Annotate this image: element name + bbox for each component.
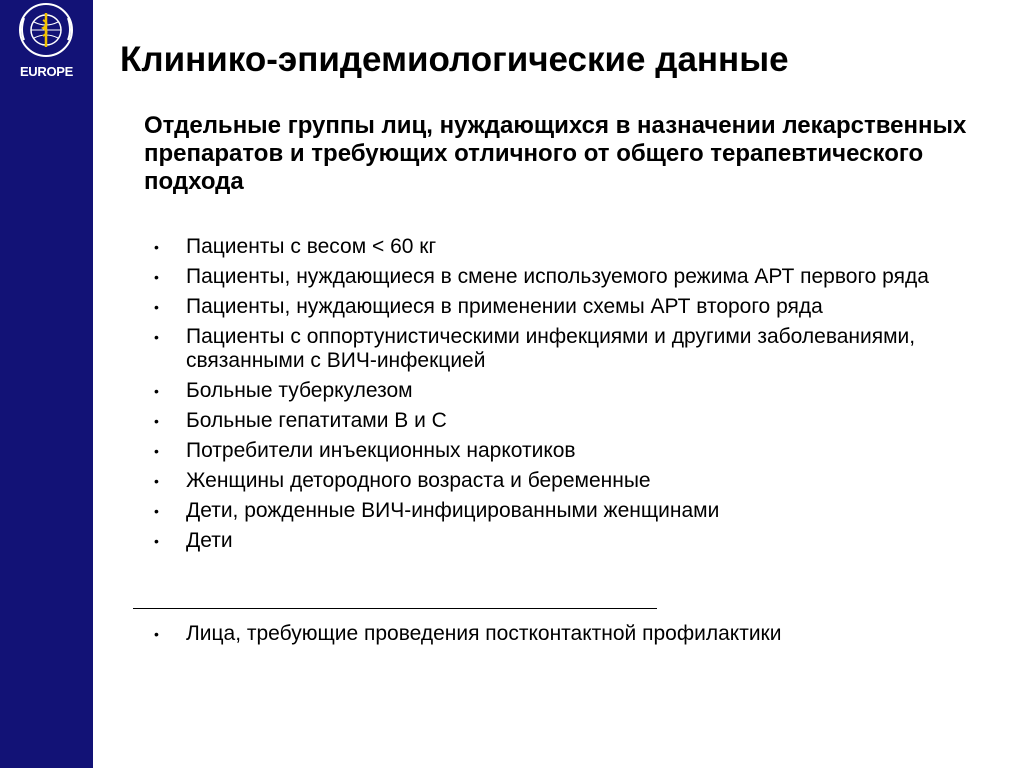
list-item-text: Пациенты, нуждающиеся в смене используемого режима АРТ первого ряда (186, 265, 929, 288)
page-title: Клинико-эпидемиологические данные (120, 40, 789, 79)
list-item (154, 622, 994, 646)
list-item (154, 265, 994, 289)
list-item-text: Пациенты, нуждающиеся в применении схемы АРТ второго ряда (186, 295, 823, 318)
extra-bullet-list (154, 622, 994, 652)
bullet-icon: • (154, 533, 159, 549)
bullet-icon: • (154, 413, 159, 429)
list-item-text: Пациенты с весом < 60 кг (186, 235, 437, 258)
bullet-icon: • (154, 443, 159, 459)
list-item-text: Лица, требующие проведения постконтактной профилактики (186, 622, 782, 645)
bullet-icon: • (154, 299, 159, 315)
list-item (154, 235, 994, 259)
list-item (154, 529, 994, 553)
bullet-icon: • (154, 329, 159, 345)
logo-europe-text: EUROPE (19, 64, 74, 79)
section-subtitle: Отдельные группы лиц, нуждающихся в назначении лекарственных препаратов и требующих отличного от общего терапевтического подхода (144, 112, 967, 195)
list-item (154, 469, 994, 493)
bullet-icon: • (154, 383, 159, 399)
list-item (154, 439, 994, 463)
list-item (154, 379, 994, 403)
main-bullet-list (154, 235, 994, 559)
bullet-icon: • (154, 626, 159, 642)
sidebar (0, 0, 93, 768)
list-item-text: Пациенты с оппортунистическими инфекциями и другими заболеваниями, связанными с ВИЧ-инфекцией (186, 325, 916, 372)
who-europe-logo (0, 0, 93, 95)
list-item (154, 499, 994, 523)
list-item (154, 295, 994, 319)
bullet-icon: • (154, 239, 159, 255)
list-item-text: Больные гепатитами В и С (186, 409, 447, 432)
bullet-icon: • (154, 269, 159, 285)
list-item-text: Потребители инъекционных наркотиков (186, 439, 576, 462)
section-divider (133, 608, 657, 609)
list-item (154, 325, 994, 373)
list-item-text: Дети (186, 529, 233, 552)
list-item (154, 409, 994, 433)
bullet-icon: • (154, 473, 159, 489)
list-item-text: Дети, рожденные ВИЧ-инфицированными женщинами (186, 499, 720, 522)
who-emblem-icon (0, 0, 93, 64)
bullet-icon: • (154, 503, 159, 519)
list-item-text: Женщины детородного возраста и беременные (186, 469, 651, 492)
list-item-text: Больные туберкулезом (186, 379, 413, 402)
